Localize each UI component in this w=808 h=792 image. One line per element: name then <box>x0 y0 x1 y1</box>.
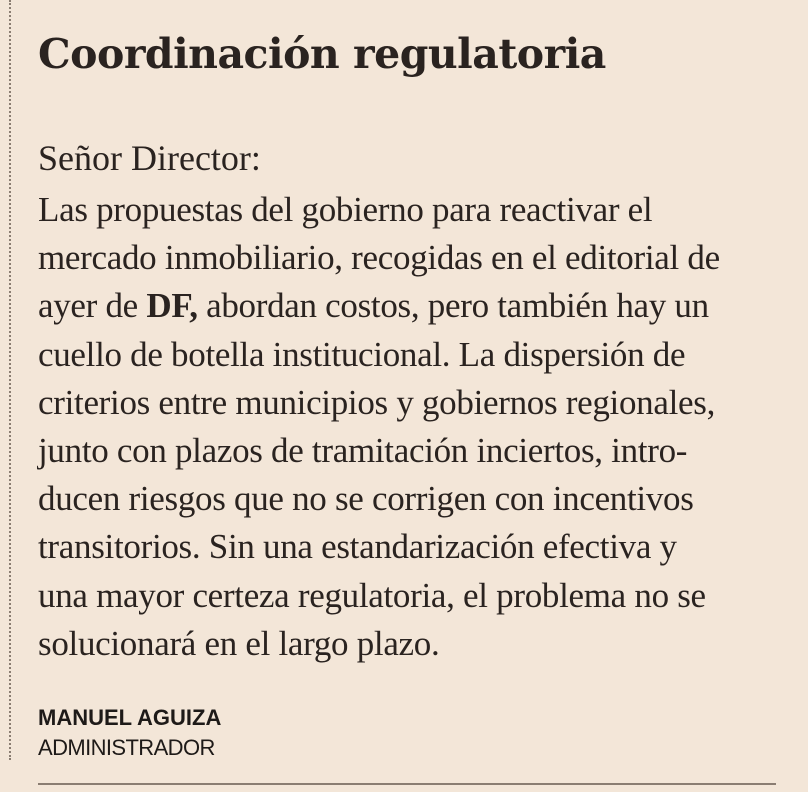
body-line: solucionará en el largo plazo. <box>38 623 440 663</box>
body-line: una mayor certeza regulatoria, el problema no se <box>38 575 706 615</box>
body-line: mercado inmobiliario, recogidas en el editorial de <box>38 238 720 278</box>
bottom-divider <box>38 783 776 785</box>
author-name: MANUEL AGUIZA <box>38 705 222 730</box>
body-line: junto con plazos de tramitación inciertos, intro- <box>38 431 688 471</box>
letter-body <box>38 186 798 668</box>
body-line <box>38 282 798 330</box>
author-role: ADMINISTRADOR <box>38 735 215 760</box>
body-text-segment: abordan costos, pero también hay un <box>197 286 709 326</box>
body-line: criterios entre municipios y gobiernos regionales, <box>38 382 716 422</box>
dotted-column-divider <box>9 0 11 760</box>
publication-name: DF, <box>146 286 198 326</box>
salutation: Señor Director: <box>38 138 261 178</box>
body-line: Las propuestas del gobierno para reactivar el <box>38 190 653 229</box>
body-line: transitorios. Sin una estandarización efectiva y <box>38 527 677 567</box>
letter-title: Coordinación regulatoria <box>38 30 606 78</box>
body-text-segment: ayer de <box>38 286 147 326</box>
body-line: ducen riesgos que no se corrigen con incentivos <box>38 479 694 519</box>
body-line: cuello de botella institucional. La dispersión de <box>38 334 686 374</box>
